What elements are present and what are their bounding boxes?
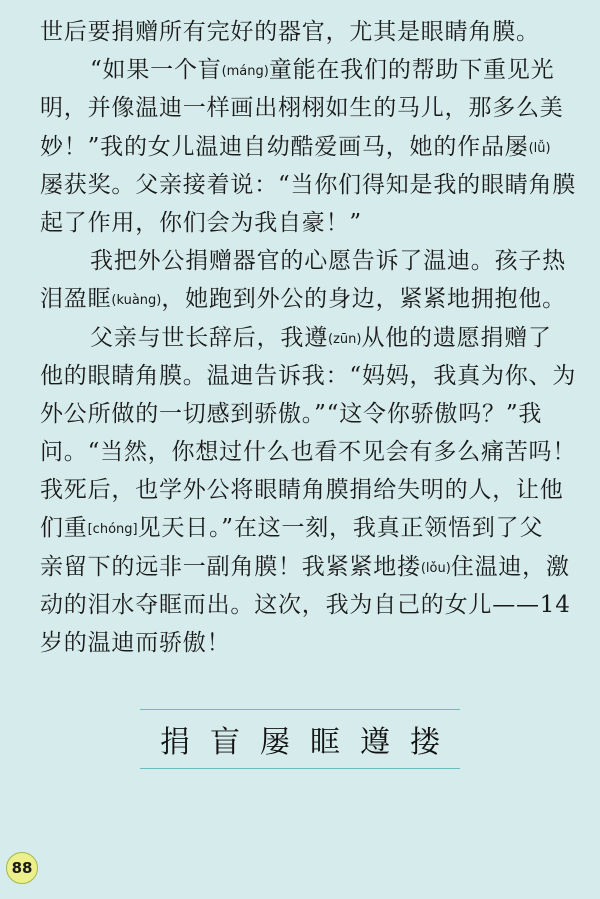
passage-line [40,591,571,619]
passage-line [40,56,568,84]
passage-line [40,438,577,466]
passage-text-segment: 亲留下的远非一副角膜！我紧紧地搂 [40,553,421,580]
new-character: 搂 [410,725,440,760]
passage-text-segment: 童能在我们的帮助下重见光 [268,57,555,84]
passage-line [40,476,568,504]
passage-text-segment: 他的眼睛角膜。温迪告诉我：“妈妈，我真为你、为 [40,362,577,389]
passage-text-segment: 我把外公捐赠器官的心愿告诉了温迪。孩子热 [90,248,566,275]
pinyin-annotation: (lǒu) [420,560,451,576]
page-number-badge [6,852,38,884]
new-character: 眶 [310,725,340,760]
passage-text-segment: 从他的遗愿捐赠了 [361,324,552,351]
passage-line [40,94,568,122]
passage-line [40,18,568,46]
passage-line [40,209,568,237]
pinyin-annotation: (zūn) [328,331,362,347]
new-character: 屡 [260,725,290,760]
passage-line [40,362,577,390]
passage-text-segment: 妙！”我的女儿温迪自幼酷爱画马，她的作品屡 [40,133,529,160]
new-characters-box [140,709,460,769]
pinyin-annotation: (kuàng) [111,293,162,309]
passage-text-segment: 起了作用，你们会为我自豪！” [40,209,362,236]
passage-text-segment: 问。“当然，你想过什么也看不见会有多么痛苦吗！ [40,439,577,466]
pinyin-annotation: (lǚ) [528,140,551,156]
passage-text-segment: 们重 [40,515,88,542]
passage-text-segment: 动的泪水夺眶而出。这次，我为自己的女儿——14 [40,591,571,618]
passage-text-segment: “如果一个盲 [90,57,222,84]
passage-text-segment: 明，并像温迪一样画出栩栩如生的马儿，那多么美 [40,95,564,122]
passage-text-segment: 见天日。”在这一刻，我真正领悟到了父 [137,515,544,542]
new-character: 盲 [210,725,240,760]
passage-line [40,171,577,199]
passage-text-segment: 世后要捐赠所有完好的器官，尤其是眼睛角膜。 [40,19,540,45]
passage-line [40,133,568,161]
passage-text-segment: 父亲与世长辞后，我遵 [90,324,328,351]
passage-text-segment: 泪盈眶 [40,286,112,313]
passage-text-segment: 我死后，也学外公将眼睛角膜捐给失明的人，让他 [40,477,564,504]
passage-line [40,400,568,428]
passage-text-segment: 住温迪，激 [450,553,570,580]
pinyin-annotation: [chóng] [87,522,138,538]
new-character: 遵 [360,725,390,760]
pinyin-annotation: (máng) [221,64,269,80]
passage-line [40,324,568,352]
passage-line [40,285,568,313]
passage-line [40,514,568,542]
passage-text-segment: 屡获奖。父亲接着说：“当你们得知是我的眼睛角膜 [40,171,577,198]
passage-line [40,247,568,275]
page-number: 88 [11,859,33,877]
passage-text-segment: 外公所做的一切感到骄傲。”“这令你骄傲吗？”我 [40,400,543,427]
passage-text [40,18,577,667]
passage-text-segment: ，她跑到外公的身边，紧紧地拥抱他。 [161,286,566,313]
passage-text-segment: 岁的温迪而骄傲！ [40,630,231,656]
passage-line [40,629,568,657]
new-character: 捐 [160,725,190,760]
passage-line [40,553,568,581]
